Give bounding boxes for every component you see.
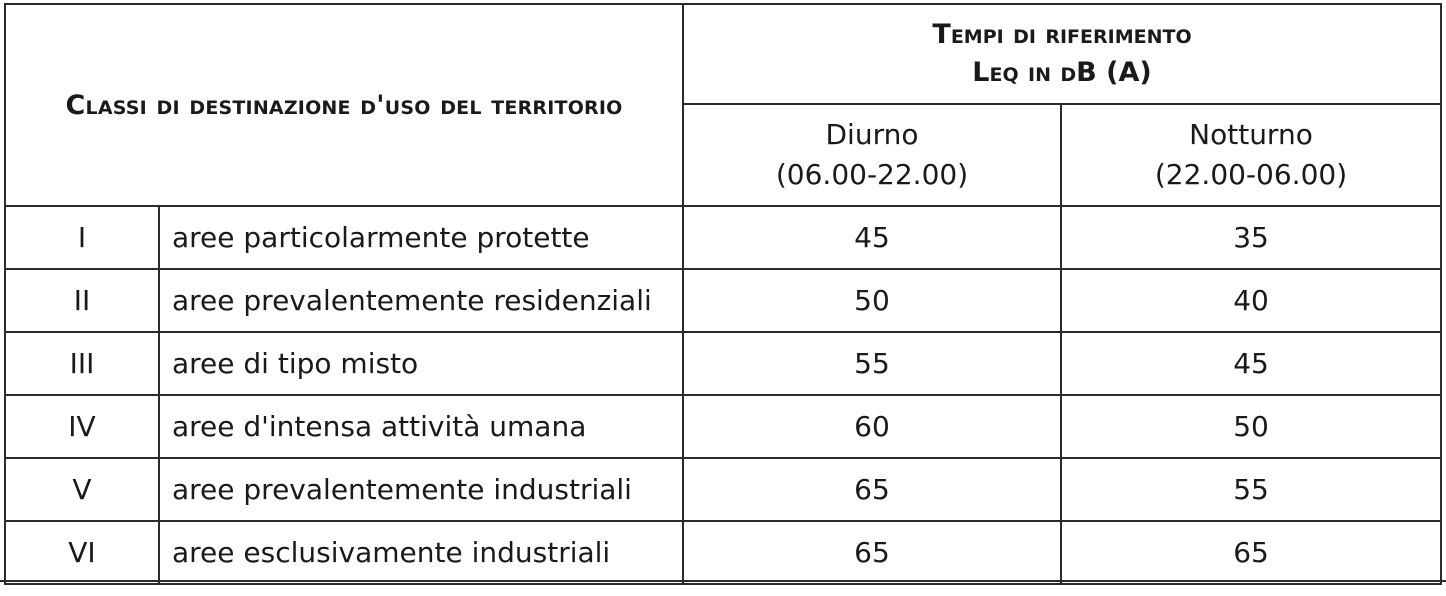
notturno-value: 50 (1061, 395, 1441, 458)
class-code: III (5, 332, 159, 395)
table-row (5, 521, 1441, 584)
notturno-label: Notturno (1189, 118, 1313, 151)
class-description: aree particolarmente protette (159, 206, 683, 269)
notturno-value: 45 (1061, 332, 1441, 395)
tempi-header (683, 4, 1441, 104)
diurno-value: 65 (683, 458, 1061, 521)
classi-header (5, 4, 683, 206)
diurno-value: 55 (683, 332, 1061, 395)
class-description: aree prevalentemente industriali (159, 458, 683, 521)
diurno-range: (06.00-22.00) (775, 158, 969, 191)
table-row (5, 458, 1441, 521)
bottom-rule (0, 580, 1446, 582)
diurno-value: 45 (683, 206, 1061, 269)
diurno-value: 60 (683, 395, 1061, 458)
notturno-value: 40 (1061, 269, 1441, 332)
tempi-header-title: Tempi di riferimento (932, 19, 1192, 50)
class-description: aree di tipo misto (159, 332, 683, 395)
notturno-value: 55 (1061, 458, 1441, 521)
notturno-value: 35 (1061, 206, 1441, 269)
table-row (5, 269, 1441, 332)
table-row (5, 206, 1441, 269)
diurno-value: 65 (683, 521, 1061, 584)
notturno-range: (22.00-06.00) (1154, 158, 1348, 191)
tempi-header-unit: Leq in dB (A) (972, 57, 1152, 88)
class-code: VI (5, 521, 159, 584)
diurno-value: 50 (683, 269, 1061, 332)
table-row (5, 395, 1441, 458)
class-code: IV (5, 395, 159, 458)
class-description: aree d'intensa attività umana (159, 395, 683, 458)
notturno-value: 65 (1061, 521, 1441, 584)
diurno-header (683, 104, 1061, 206)
classi-header-label: Classi di destinazione d'uso del territorio (65, 89, 623, 121)
class-description: aree prevalentemente residenziali (159, 269, 683, 332)
class-code: II (5, 269, 159, 332)
notturno-header (1061, 104, 1441, 206)
class-code: I (5, 206, 159, 269)
diurno-label: Diurno (825, 118, 919, 151)
header-row-top (5, 4, 1441, 104)
table-row (5, 332, 1441, 395)
class-code: V (5, 458, 159, 521)
class-description: aree esclusivamente industriali (159, 521, 683, 584)
noise-limits-table (4, 3, 1442, 585)
